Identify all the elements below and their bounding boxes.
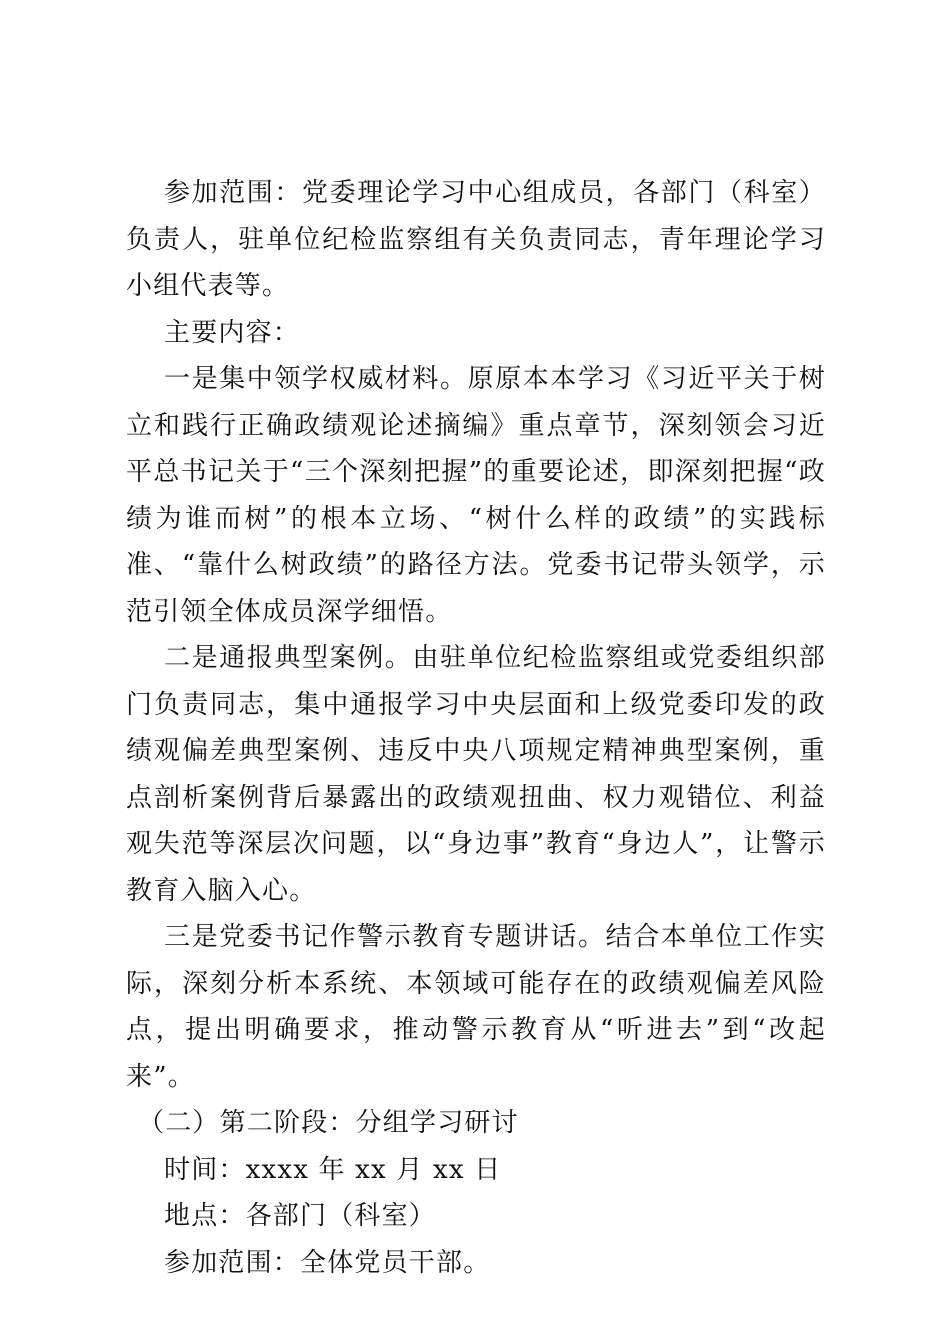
time-line: 时间：xxxx 年 xx 月 xx 日 [164,1154,502,1185]
paragraph-item-two: 二是通报典型案例。由驻单位纪检监察组或党委组织部门负责同志，集中通报学习中央层面和上级党委印发的政绩观偏差典型案例、违反中央八项规定精神典型案例，重点剖析案例背后暴露出的政绩观扭曲、权力观错位、利益观失范等深层次问题，以“身边事”教育“身边人”，让警示教育入脑入心。 [126,643,826,906]
document-body [126,170,826,1286]
paragraph-item-three: 三是党委书记作警示教育专题讲话。结合本单位工作实际，深刻分析本系统、本领域可能存在的政绩观偏差风险点，提出明确要求，推动警示教育从“听进去”到“改起来”。 [126,922,826,1092]
paragraph-participants: 参加范围：党委理论学习中心组成员，各部门（科室）负责人，驻单位纪检监察组有关负责同志，青年理论学习小组代表等。 [126,178,826,301]
paragraph-main-content-label: 主要内容： [164,317,301,348]
section-heading: （二）第二阶段：分组学习研讨 [138,1108,519,1138]
place-line: 地点：各部门（科室） [164,1201,437,1231]
paragraph-item-one: 一是集中领学权威材料。原原本本学习《习近平关于树立和践行正确政绩观论述摘编》重点章节，深刻领会习近平总书记关于“三个深刻把握”的重要论述，即深刻把握“政绩为谁而树”的根本立场、“树什么样的政绩”的实践标准、“靠什么树政绩”的路径方法。党委书记带头领学，示范引领全体成员深学细悟。 [126,364,826,627]
scope-line: 参加范围：全体党员干部。 [164,1247,491,1278]
